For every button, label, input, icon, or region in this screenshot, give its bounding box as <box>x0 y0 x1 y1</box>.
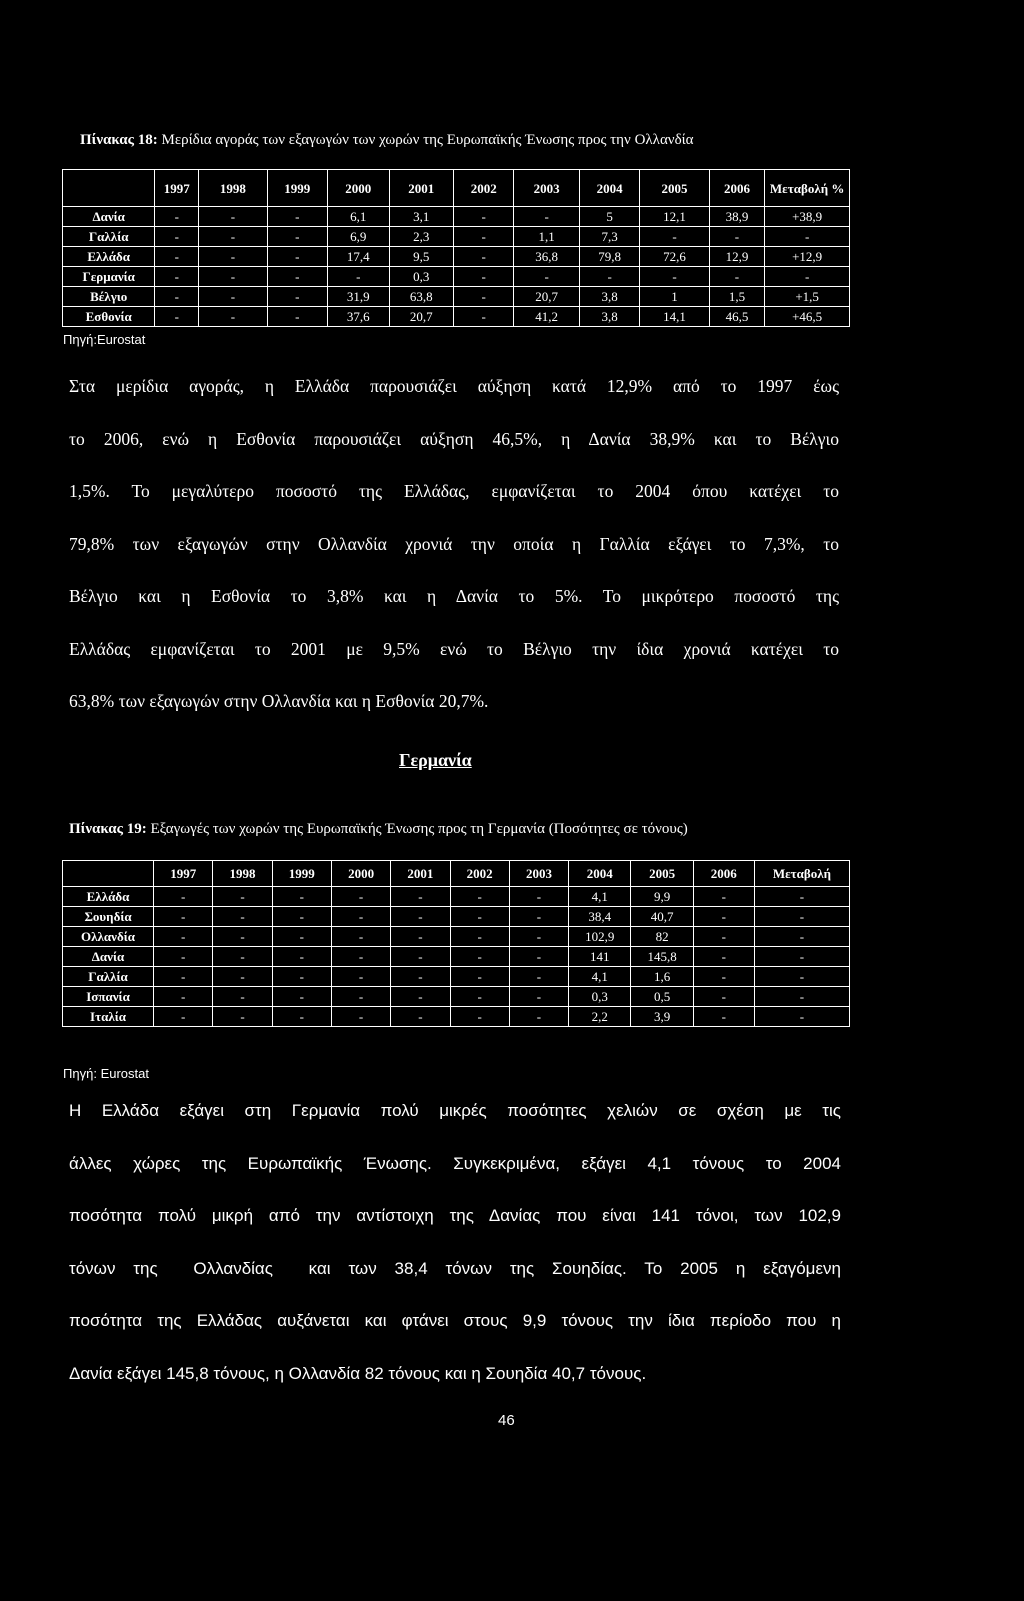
row-country-name: Ιταλία <box>63 1007 154 1027</box>
table-cell: 20,7 <box>514 287 579 307</box>
table-cell: - <box>450 907 509 927</box>
table-cell: - <box>213 987 272 1007</box>
table-cell: - <box>331 887 390 907</box>
table-row <box>63 887 850 907</box>
table-cell: - <box>509 1007 568 1027</box>
row-country-name: Γαλλία <box>63 227 155 247</box>
table-cell: 102,9 <box>569 927 631 947</box>
paragraph-line: Δανία εξάγει 145,8 τόνους, η Ολλανδία 82 τόνους και η Σουηδία 40,7 τόνους. <box>69 1363 647 1383</box>
column-header: 1998 <box>213 861 272 887</box>
table-cell: - <box>509 967 568 987</box>
table-cell: 3,9 <box>631 1007 693 1027</box>
table-cell: - <box>213 967 272 987</box>
row-country-name: Δανία <box>63 947 154 967</box>
table-cell: - <box>213 1007 272 1027</box>
table-cell: - <box>450 987 509 1007</box>
table-cell: 9,5 <box>389 247 453 267</box>
column-header: 2002 <box>453 170 514 207</box>
table-cell: - <box>450 967 509 987</box>
column-header: 1999 <box>267 170 328 207</box>
table19-caption-label: Πίνακας 19: <box>69 821 147 837</box>
table-cell: - <box>331 927 390 947</box>
table-cell: - <box>155 247 199 267</box>
table-cell: - <box>693 887 754 907</box>
paragraph-line: 1,5%. Το μεγαλύτερο ποσοστό της Ελλάδας, εμφανίζεται το 2004 όπου κατέχει το <box>69 481 839 501</box>
table-cell: 1,1 <box>514 227 579 247</box>
table-cell: 2,3 <box>389 227 453 247</box>
table-cell: - <box>450 1007 509 1027</box>
table-cell: 1,6 <box>631 967 693 987</box>
table-cell: - <box>709 267 765 287</box>
table18-caption <box>80 132 694 149</box>
table-cell: 63,8 <box>389 287 453 307</box>
paragraph-line: Ελλάδας εμφανίζεται το 2001 με 9,5% ενώ το Βέλγιο την ίδια χρονιά κατέχει το <box>69 638 839 659</box>
table-cell: - <box>391 1007 450 1027</box>
table-cell: 4,1 <box>569 887 631 907</box>
table-cell: 31,9 <box>328 287 389 307</box>
column-header: 2000 <box>331 861 390 887</box>
table-cell: - <box>154 927 213 947</box>
table-row <box>63 967 850 987</box>
table-cell: 37,6 <box>328 307 389 327</box>
table19-caption <box>69 821 688 838</box>
table-cell: 1,5 <box>709 287 765 307</box>
table-cell: 4,1 <box>569 967 631 987</box>
column-header: Μεταβολή % <box>765 170 850 207</box>
table-cell: 12,1 <box>640 207 709 227</box>
table-cell: - <box>709 227 765 247</box>
table-cell: - <box>453 287 514 307</box>
table-cell: - <box>213 947 272 967</box>
table-cell: - <box>640 227 709 247</box>
table-row <box>63 307 850 327</box>
column-header: 1998 <box>199 170 267 207</box>
table-cell: - <box>199 227 267 247</box>
paragraph-line: 63,8% των εξαγωγών στην Ολλανδία και η Εσθονία 20,7%. <box>69 691 489 711</box>
table-cell: - <box>272 947 331 967</box>
table19 <box>62 860 850 1027</box>
row-country-name: Ισπανία <box>63 987 154 1007</box>
row-country-name: Γερμανία <box>63 267 155 287</box>
table-cell: 3,8 <box>579 287 640 307</box>
table-cell: - <box>391 887 450 907</box>
paragraph-line: Η Ελλάδα εξάγει στη Γερμανία πολύ μικρές ποσότητες χελιών σε σχέση με τις <box>69 1101 841 1120</box>
paragraph-germany-exports <box>69 1085 841 1400</box>
table19-source: Πηγή: Eurostat <box>63 1066 149 1081</box>
column-header: 2003 <box>514 170 579 207</box>
table-row <box>63 907 850 927</box>
row-country-name: Εσθονία <box>63 307 155 327</box>
row-country-name: Ολλανδία <box>63 927 154 947</box>
table-cell: - <box>754 907 849 927</box>
table-cell: 3,1 <box>389 207 453 227</box>
paragraph-line: Στα μερίδια αγοράς, η Ελλάδα παρουσιάζει αύξηση κατά 12,9% από το 1997 έως <box>69 376 839 396</box>
table-cell: +12,9 <box>765 247 850 267</box>
paragraph-line: ποσότητα πολύ μικρή από την αντίστοιχη της Δανίας που είναι 141 τόνοι, των 102,9 <box>69 1206 841 1225</box>
table-cell: - <box>272 887 331 907</box>
table-cell: 3,8 <box>579 307 640 327</box>
table18-caption-label: Πίνακας 18: <box>80 132 158 148</box>
table-cell: - <box>199 267 267 287</box>
column-header: 1999 <box>272 861 331 887</box>
table-cell: - <box>754 927 849 947</box>
table-cell: - <box>154 987 213 1007</box>
table-cell: - <box>754 1007 849 1027</box>
table-cell: 0,3 <box>389 267 453 287</box>
row-country-name: Βέλγιο <box>63 287 155 307</box>
table-row <box>63 247 850 267</box>
table-cell: - <box>514 267 579 287</box>
table18-caption-text: Μερίδια αγοράς των εξαγωγών των χωρών της Ευρωπαϊκής Ένωσης προς την Ολλανδία <box>157 132 694 148</box>
table-cell: - <box>453 247 514 267</box>
table-cell: - <box>693 947 754 967</box>
table-cell: - <box>693 1007 754 1027</box>
table-cell: +1,5 <box>765 287 850 307</box>
table-cell: - <box>754 887 849 907</box>
column-header: 2004 <box>579 170 640 207</box>
table-cell: 0,5 <box>631 987 693 1007</box>
table-cell: - <box>272 927 331 947</box>
table-cell: - <box>331 947 390 967</box>
table-cell: - <box>213 907 272 927</box>
column-header: Μεταβολή <box>754 861 849 887</box>
table-cell: - <box>693 927 754 947</box>
table-row <box>63 207 850 227</box>
table-cell: - <box>272 987 331 1007</box>
table-cell: 82 <box>631 927 693 947</box>
table-cell: - <box>331 967 390 987</box>
table-cell: 14,1 <box>640 307 709 327</box>
table-cell: - <box>640 267 709 287</box>
table-cell: - <box>754 947 849 967</box>
table-row <box>63 267 850 287</box>
table-cell: - <box>391 987 450 1007</box>
header-corner-cell <box>63 170 155 207</box>
table-cell: 2,2 <box>569 1007 631 1027</box>
table18 <box>62 169 850 327</box>
table-cell: - <box>199 287 267 307</box>
table-row <box>63 947 850 967</box>
table-cell: 0,3 <box>569 987 631 1007</box>
table-cell: - <box>693 907 754 927</box>
table-cell: - <box>331 907 390 927</box>
table-cell: - <box>267 227 328 247</box>
table-cell: - <box>509 927 568 947</box>
table-cell: 38,9 <box>709 207 765 227</box>
column-header: 2004 <box>569 861 631 887</box>
table-cell: 1 <box>640 287 709 307</box>
column-header: 2006 <box>709 170 765 207</box>
table19-body <box>63 887 850 1027</box>
table18-header-row <box>63 170 850 207</box>
column-header: 2000 <box>328 170 389 207</box>
table-cell: - <box>509 887 568 907</box>
table-cell: 17,4 <box>328 247 389 267</box>
table-row <box>63 927 850 947</box>
table-cell: - <box>328 267 389 287</box>
column-header: 2003 <box>509 861 568 887</box>
paragraph-line: άλλες χώρες της Ευρωπαϊκής Ένωσης. Συγκεκριμένα, εξάγει 4,1 τόνους το 2004 <box>69 1153 841 1173</box>
table-cell: - <box>693 967 754 987</box>
table-cell: - <box>154 907 213 927</box>
row-country-name: Ελλάδα <box>63 887 154 907</box>
table-cell: - <box>331 1007 390 1027</box>
table-cell: - <box>155 267 199 287</box>
table-cell: - <box>453 307 514 327</box>
table-cell: - <box>391 907 450 927</box>
table-cell: 36,8 <box>514 247 579 267</box>
paragraph-market-share <box>69 360 839 728</box>
table-cell: - <box>272 907 331 927</box>
table-cell: 40,7 <box>631 907 693 927</box>
table18-source: Πηγή:Eurostat <box>63 332 146 347</box>
table-cell: - <box>509 987 568 1007</box>
table-cell: 145,8 <box>631 947 693 967</box>
table-cell: 46,5 <box>709 307 765 327</box>
table-row <box>63 227 850 247</box>
column-header: 1997 <box>154 861 213 887</box>
paragraph-line: Βέλγιο και η Εσθονία το 3,8% και η Δανία το 5%. Το μικρότερο ποσοστό της <box>69 586 839 606</box>
table18-body <box>63 207 850 327</box>
table-cell: 38,4 <box>569 907 631 927</box>
table-cell: 79,8 <box>579 247 640 267</box>
table-cell: - <box>154 967 213 987</box>
table-cell: - <box>754 967 849 987</box>
table-cell: - <box>154 1007 213 1027</box>
paragraph-line: ποσότητα της Ελλάδας αυξάνεται και φτάνει στους 9,9 τόνους την ίδια περίοδο που η <box>69 1311 841 1330</box>
table-cell: - <box>199 247 267 267</box>
table-cell: - <box>267 247 328 267</box>
column-header: 2001 <box>391 861 450 887</box>
table-cell: 41,2 <box>514 307 579 327</box>
table-cell: - <box>272 1007 331 1027</box>
table-cell: - <box>267 207 328 227</box>
table19-caption-text: Εξαγωγές των χωρών της Ευρωπαϊκής Ένωσης προς τη Γερμανία (Ποσότητες σε τόνους) <box>146 821 688 837</box>
table-cell: 5 <box>579 207 640 227</box>
table-cell: - <box>267 267 328 287</box>
page-number: 46 <box>498 1412 515 1429</box>
row-country-name: Σουηδία <box>63 907 154 927</box>
table-cell: - <box>450 927 509 947</box>
table-cell: - <box>391 947 450 967</box>
table-cell: - <box>450 947 509 967</box>
table-cell: 20,7 <box>389 307 453 327</box>
table-cell: - <box>450 887 509 907</box>
header-corner-cell <box>63 861 154 887</box>
table-cell: - <box>154 887 213 907</box>
section-heading-germany: Γερμανία <box>399 750 472 770</box>
table-cell: - <box>213 887 272 907</box>
table-cell: +46,5 <box>765 307 850 327</box>
table-cell: 6,1 <box>328 207 389 227</box>
column-header: 2001 <box>389 170 453 207</box>
table-cell: +38,9 <box>765 207 850 227</box>
table-cell: - <box>509 907 568 927</box>
table-cell: - <box>453 267 514 287</box>
column-header: 1997 <box>155 170 199 207</box>
table-cell: 141 <box>569 947 631 967</box>
column-header: 2005 <box>640 170 709 207</box>
table-cell: - <box>693 987 754 1007</box>
table-cell: - <box>754 987 849 1007</box>
table-cell: - <box>267 307 328 327</box>
table-cell: - <box>391 967 450 987</box>
paragraph-line: το 2006, ενώ η Εσθονία παρουσιάζει αύξηση 46,5%, η Δανία 38,9% και το Βέλγιο <box>69 428 839 449</box>
table-cell: - <box>509 947 568 967</box>
table-cell: - <box>199 307 267 327</box>
row-country-name: Ελλάδα <box>63 247 155 267</box>
table-cell: - <box>154 947 213 967</box>
table-cell: - <box>155 207 199 227</box>
table-cell: - <box>391 927 450 947</box>
table-cell: 6,9 <box>328 227 389 247</box>
table-cell: - <box>267 287 328 307</box>
table-row <box>63 1007 850 1027</box>
table19-header-row <box>63 861 850 887</box>
table-cell: - <box>199 207 267 227</box>
table-cell: 7,3 <box>579 227 640 247</box>
column-header: 2005 <box>631 861 693 887</box>
table-cell: - <box>155 287 199 307</box>
table-cell: - <box>579 267 640 287</box>
column-header: 2006 <box>693 861 754 887</box>
row-country-name: Γαλλία <box>63 967 154 987</box>
paragraph-line: 79,8% των εξαγωγών στην Ολλανδία χρονιά την οποία η Γαλλία εξάγει το 7,3%, το <box>69 533 839 554</box>
table-cell: - <box>514 207 579 227</box>
table-cell: 9,9 <box>631 887 693 907</box>
table-cell: - <box>765 227 850 247</box>
table-cell: - <box>453 207 514 227</box>
table-cell: - <box>155 227 199 247</box>
table-cell: - <box>155 307 199 327</box>
table-row <box>63 987 850 1007</box>
table-row <box>63 287 850 307</box>
table-cell: 72,6 <box>640 247 709 267</box>
table-cell: - <box>453 227 514 247</box>
table-cell: - <box>331 987 390 1007</box>
table-cell: - <box>213 927 272 947</box>
table-cell: - <box>765 267 850 287</box>
paragraph-line: τόνων της Ολλανδίας και των 38,4 τόνων της Σουηδίας. Το 2005 η εξαγόμενη <box>69 1258 841 1278</box>
column-header: 2002 <box>450 861 509 887</box>
row-country-name: Δανία <box>63 207 155 227</box>
table-cell: 12,9 <box>709 247 765 267</box>
table-cell: - <box>272 967 331 987</box>
